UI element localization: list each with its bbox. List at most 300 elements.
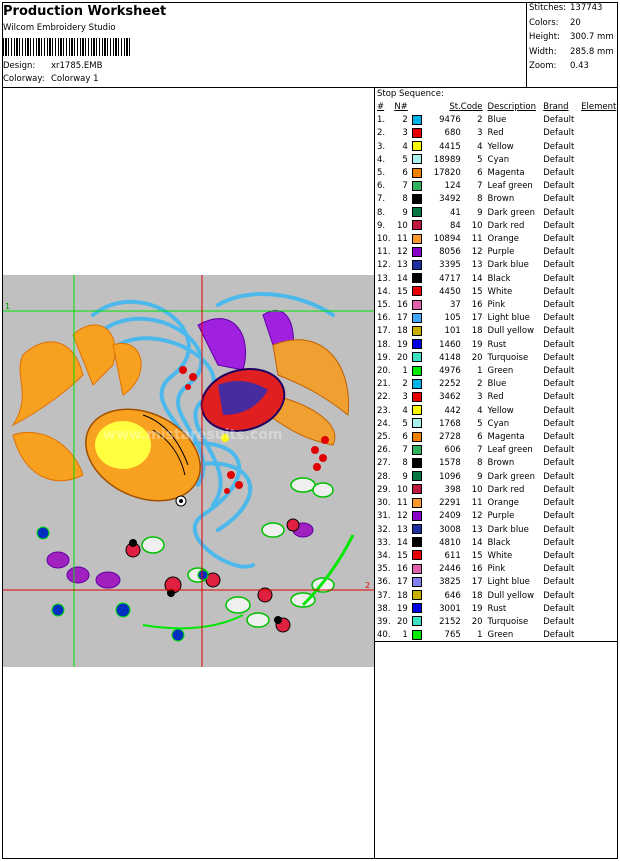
row-brand: Default xyxy=(543,313,575,324)
row-swatch xyxy=(408,418,427,431)
row-code: 6 xyxy=(477,168,483,179)
row-description: Leaf green xyxy=(487,181,533,192)
color-swatch xyxy=(412,537,422,547)
row-swatch xyxy=(408,365,427,378)
row-index: 12. xyxy=(377,260,391,271)
row-stitches: 606 xyxy=(444,445,461,456)
row-description: Pink xyxy=(487,300,506,311)
row-needle: 5 xyxy=(402,154,408,165)
row-swatch xyxy=(408,167,427,180)
row-swatch xyxy=(408,576,427,589)
table-row xyxy=(376,418,620,431)
table-row xyxy=(376,259,620,272)
row-brand: Default xyxy=(543,207,575,218)
row-brand: Default xyxy=(543,405,575,416)
row-code: 18 xyxy=(471,590,483,601)
row-stitches: 10894 xyxy=(433,234,461,245)
table-row xyxy=(376,286,620,299)
row-code: 15 xyxy=(471,286,483,297)
row-stitches: 2728 xyxy=(439,432,461,443)
row-brand: Default xyxy=(543,154,575,165)
color-swatch xyxy=(412,590,422,600)
row-index: 22. xyxy=(377,392,391,403)
stat-zoom: Zoom: 0.43 xyxy=(529,61,589,71)
row-index: 32. xyxy=(377,524,391,535)
row-element xyxy=(581,497,620,510)
color-swatch xyxy=(412,141,422,151)
row-stitches: 3462 xyxy=(439,392,461,403)
row-element xyxy=(581,339,620,352)
row-stitches: 2152 xyxy=(439,616,461,627)
table-row xyxy=(376,193,620,206)
color-swatch xyxy=(412,392,422,402)
row-swatch xyxy=(408,444,427,457)
row-description: White xyxy=(487,550,513,561)
table-row xyxy=(376,484,620,497)
row-element xyxy=(581,550,620,563)
row-code: 12 xyxy=(471,511,483,522)
row-swatch xyxy=(408,510,427,523)
row-brand: Default xyxy=(543,550,575,561)
color-swatch xyxy=(412,445,422,455)
row-needle: 9 xyxy=(402,207,408,218)
row-stitches: 646 xyxy=(444,590,461,601)
row-description: Pink xyxy=(487,564,506,575)
color-swatch xyxy=(412,379,422,389)
table-row xyxy=(376,576,620,589)
row-brand: Default xyxy=(543,484,575,495)
row-code: 7 xyxy=(477,445,483,456)
color-swatch xyxy=(412,300,422,310)
stop-sequence-title: Stop Sequence: xyxy=(377,89,444,99)
row-description: White xyxy=(487,286,513,297)
page-title: Production Worksheet xyxy=(3,4,167,19)
table-row xyxy=(376,563,620,576)
color-swatch xyxy=(412,154,422,164)
row-swatch xyxy=(408,471,427,484)
row-description: Dark green xyxy=(487,471,535,482)
row-index: 31. xyxy=(377,511,391,522)
row-needle: 18 xyxy=(396,590,408,601)
row-brand: Default xyxy=(543,379,575,390)
table-row xyxy=(376,537,620,550)
col-swatch xyxy=(408,101,427,114)
row-needle: 20 xyxy=(396,616,408,627)
row-index: 18. xyxy=(377,339,391,350)
color-swatch xyxy=(412,313,422,323)
row-element xyxy=(581,391,620,404)
row-description: Orange xyxy=(487,234,519,245)
row-needle: 16 xyxy=(396,300,408,311)
row-needle: 19 xyxy=(396,603,408,614)
row-code: 4 xyxy=(477,405,483,416)
row-needle: 12 xyxy=(396,511,408,522)
row-code: 17 xyxy=(471,313,483,324)
color-swatch xyxy=(412,498,422,508)
row-code: 5 xyxy=(477,154,483,165)
row-stitches: 2291 xyxy=(439,498,461,509)
row-index: 14. xyxy=(377,286,391,297)
row-swatch xyxy=(408,405,427,418)
color-swatch xyxy=(412,181,422,191)
row-description: Light blue xyxy=(487,577,530,588)
row-element xyxy=(581,233,620,246)
row-description: Purple xyxy=(487,247,515,258)
row-index: 39. xyxy=(377,616,391,627)
row-stitches: 124 xyxy=(444,181,461,192)
row-element xyxy=(581,299,620,312)
row-needle: 13 xyxy=(396,260,408,271)
row-brand: Default xyxy=(543,511,575,522)
stop-sequence-table xyxy=(376,101,620,642)
row-stitches: 4148 xyxy=(439,352,461,363)
row-description: Green xyxy=(487,630,514,641)
row-index: 3. xyxy=(377,141,386,152)
color-swatch xyxy=(412,630,422,640)
row-element xyxy=(581,193,620,206)
row-brand: Default xyxy=(543,194,575,205)
row-needle: 7 xyxy=(402,445,408,456)
row-swatch xyxy=(408,431,427,444)
row-index: 24. xyxy=(377,418,391,429)
table-row xyxy=(376,167,620,180)
row-needle: 10 xyxy=(396,484,408,495)
color-swatch xyxy=(412,260,422,270)
watermark-text: www.mistaresuits.com xyxy=(103,427,283,443)
row-swatch xyxy=(408,312,427,325)
row-stitches: 765 xyxy=(444,630,461,641)
row-stitches: 105 xyxy=(444,313,461,324)
table-row xyxy=(376,629,620,642)
row-index: 7. xyxy=(377,194,386,205)
row-brand: Default xyxy=(543,564,575,575)
row-index: 27. xyxy=(377,458,391,469)
design-row xyxy=(3,61,103,71)
row-element xyxy=(581,114,620,127)
row-swatch xyxy=(408,259,427,272)
row-needle: 19 xyxy=(396,339,408,350)
row-index: 16. xyxy=(377,313,391,324)
colorway-value: Colorway 1 xyxy=(51,74,99,84)
color-swatch xyxy=(412,484,422,494)
row-code: 1 xyxy=(477,630,483,641)
embroidery-artwork xyxy=(3,275,374,667)
color-swatch xyxy=(412,603,422,613)
row-stitches: 3825 xyxy=(439,577,461,588)
row-needle: 8 xyxy=(402,458,408,469)
row-brand: Default xyxy=(543,418,575,429)
row-brand: Default xyxy=(543,220,575,231)
row-index: 4. xyxy=(377,154,386,165)
row-stitches: 2409 xyxy=(439,511,461,522)
table-row xyxy=(376,524,620,537)
row-description: Black xyxy=(487,273,511,284)
stat-stitches: Stitches: 137743 xyxy=(529,3,603,13)
row-index: 10. xyxy=(377,234,391,245)
row-swatch xyxy=(408,233,427,246)
row-needle: 7 xyxy=(402,181,408,192)
row-code: 2 xyxy=(477,379,483,390)
row-brand: Default xyxy=(543,168,575,179)
row-stitches: 3001 xyxy=(439,603,461,614)
row-code: 10 xyxy=(471,484,483,495)
row-element xyxy=(581,273,620,286)
row-index: 5. xyxy=(377,168,386,179)
table-row xyxy=(376,444,620,457)
row-swatch xyxy=(408,299,427,312)
row-stitches: 1096 xyxy=(439,471,461,482)
row-code: 2 xyxy=(477,115,483,126)
row-brand: Default xyxy=(543,590,575,601)
row-needle: 6 xyxy=(402,168,408,179)
row-description: Brown xyxy=(487,194,515,205)
row-index: 38. xyxy=(377,603,391,614)
color-swatch xyxy=(412,273,422,283)
row-description: Cyan xyxy=(487,418,510,429)
row-swatch xyxy=(408,286,427,299)
table-row xyxy=(376,312,620,325)
row-description: Black xyxy=(487,537,511,548)
row-brand: Default xyxy=(543,498,575,509)
row-stitches: 4450 xyxy=(439,286,461,297)
row-element xyxy=(581,207,620,220)
row-index: 36. xyxy=(377,577,391,588)
row-stitches: 2446 xyxy=(439,564,461,575)
row-stitches: 8056 xyxy=(439,247,461,258)
row-swatch xyxy=(408,193,427,206)
row-element xyxy=(581,629,620,642)
row-description: Yellow xyxy=(487,405,514,416)
row-index: 15. xyxy=(377,300,391,311)
row-index: 17. xyxy=(377,326,391,337)
row-needle: 11 xyxy=(396,498,408,509)
row-swatch xyxy=(408,114,427,127)
row-code: 13 xyxy=(471,524,483,535)
row-description: Turquoise xyxy=(487,616,529,627)
row-index: 34. xyxy=(377,550,391,561)
row-brand: Default xyxy=(543,286,575,297)
row-code: 6 xyxy=(477,432,483,443)
row-element xyxy=(581,510,620,523)
row-needle: 4 xyxy=(402,405,408,416)
row-stitches: 3008 xyxy=(439,524,461,535)
row-needle: 14 xyxy=(396,537,408,548)
row-index: 23. xyxy=(377,405,391,416)
color-swatch xyxy=(412,616,422,626)
col-needle: N# xyxy=(394,102,408,112)
row-description: Light blue xyxy=(487,313,530,324)
table-row xyxy=(376,339,620,352)
row-stitches: 84 xyxy=(449,220,461,231)
table-row xyxy=(376,273,620,286)
row-swatch xyxy=(408,127,427,140)
table-row xyxy=(376,471,620,484)
col-brand: Brand xyxy=(543,102,569,112)
table-row xyxy=(376,233,620,246)
row-needle: 3 xyxy=(402,392,408,403)
table-row xyxy=(376,510,620,523)
row-swatch xyxy=(408,141,427,154)
table-row xyxy=(376,207,620,220)
table-row xyxy=(376,180,620,193)
row-index: 35. xyxy=(377,564,391,575)
color-swatch xyxy=(412,458,422,468)
row-brand: Default xyxy=(543,115,575,126)
row-index: 30. xyxy=(377,498,391,509)
table-row xyxy=(376,457,620,470)
row-description: Leaf green xyxy=(487,445,533,456)
row-needle: 12 xyxy=(396,247,408,258)
row-brand: Default xyxy=(543,537,575,548)
row-stitches: 611 xyxy=(444,550,461,561)
col-index: # xyxy=(377,102,385,112)
row-index: 8. xyxy=(377,207,386,218)
design-value: xr1785.EMB xyxy=(51,61,103,71)
row-element xyxy=(581,457,620,470)
row-code: 14 xyxy=(471,537,483,548)
row-needle: 11 xyxy=(396,234,408,245)
row-code: 1 xyxy=(477,366,483,377)
col-element: Element xyxy=(581,102,617,112)
row-needle: 6 xyxy=(402,432,408,443)
row-element xyxy=(581,220,620,233)
row-stitches: 4976 xyxy=(439,366,461,377)
row-swatch xyxy=(408,616,427,629)
col-description: Description xyxy=(487,102,536,112)
row-swatch xyxy=(408,352,427,365)
color-swatch xyxy=(412,352,422,362)
row-index: 20. xyxy=(377,366,391,377)
row-needle: 5 xyxy=(402,418,408,429)
row-needle: 10 xyxy=(396,220,408,231)
row-code: 11 xyxy=(471,498,483,509)
row-needle: 15 xyxy=(396,550,408,561)
row-needle: 2 xyxy=(402,379,408,390)
row-description: Dark green xyxy=(487,207,535,218)
row-stitches: 18989 xyxy=(433,154,461,165)
row-brand: Default xyxy=(543,300,575,311)
row-brand: Default xyxy=(543,128,575,139)
table-row xyxy=(376,220,620,233)
row-element xyxy=(581,576,620,589)
row-index: 2. xyxy=(377,128,386,139)
row-swatch xyxy=(408,457,427,470)
header-divider-vertical xyxy=(526,2,527,87)
row-stitches: 680 xyxy=(444,128,461,139)
row-element xyxy=(581,286,620,299)
table-row xyxy=(376,154,620,167)
row-element xyxy=(581,444,620,457)
table-row xyxy=(376,405,620,418)
row-swatch xyxy=(408,563,427,576)
row-description: Dark red xyxy=(487,484,525,495)
row-swatch xyxy=(408,246,427,259)
row-brand: Default xyxy=(543,392,575,403)
row-stitches: 3492 xyxy=(439,194,461,205)
color-swatch xyxy=(412,220,422,230)
row-index: 28. xyxy=(377,471,391,482)
row-element xyxy=(581,471,620,484)
row-code: 3 xyxy=(477,392,483,403)
table-row xyxy=(376,127,620,140)
table-row xyxy=(376,590,620,603)
row-description: Dull yellow xyxy=(487,326,535,337)
barcode xyxy=(3,38,131,56)
color-swatch xyxy=(412,115,422,125)
row-swatch xyxy=(408,207,427,220)
row-element xyxy=(581,180,620,193)
row-description: Dull yellow xyxy=(487,590,535,601)
row-code: 14 xyxy=(471,273,483,284)
color-swatch xyxy=(412,234,422,244)
row-needle: 1 xyxy=(402,630,408,641)
color-swatch xyxy=(412,207,422,217)
row-description: Blue xyxy=(487,379,507,390)
row-code: 5 xyxy=(477,418,483,429)
stat-colors: Colors: 20 xyxy=(529,17,581,28)
row-needle: 15 xyxy=(396,286,408,297)
color-swatch xyxy=(412,524,422,534)
color-swatch xyxy=(412,405,422,415)
company-name: Wilcom Embroidery Studio xyxy=(3,23,116,33)
table-row xyxy=(376,550,620,563)
row-code: 11 xyxy=(471,234,483,245)
table-row xyxy=(376,325,620,338)
row-code: 13 xyxy=(471,260,483,271)
row-element xyxy=(581,616,620,629)
row-index: 40. xyxy=(377,630,391,641)
table-row xyxy=(376,378,620,391)
row-code: 19 xyxy=(471,339,483,350)
row-index: 19. xyxy=(377,352,391,363)
row-stitches: 41 xyxy=(449,207,461,218)
stat-width: Width: 285.8 mm xyxy=(529,46,614,57)
table-row xyxy=(376,299,620,312)
row-swatch xyxy=(408,484,427,497)
row-brand: Default xyxy=(543,577,575,588)
row-swatch xyxy=(408,603,427,616)
row-brand: Default xyxy=(543,366,575,377)
table-row xyxy=(376,391,620,404)
marker-1: 1 xyxy=(5,302,11,311)
row-description: Dark blue xyxy=(487,524,529,535)
row-description: Cyan xyxy=(487,154,510,165)
header-divider-horizontal xyxy=(2,87,618,88)
row-description: Dark blue xyxy=(487,260,529,271)
row-swatch xyxy=(408,180,427,193)
row-needle: 17 xyxy=(396,313,408,324)
row-brand: Default xyxy=(543,445,575,456)
table-row xyxy=(376,431,620,444)
row-index: 33. xyxy=(377,537,391,548)
row-swatch xyxy=(408,378,427,391)
row-stitches: 1460 xyxy=(439,339,461,350)
row-swatch xyxy=(408,325,427,338)
row-stitches: 4415 xyxy=(439,141,461,152)
stop-sequence-header xyxy=(376,101,620,114)
row-stitches: 17820 xyxy=(433,168,461,179)
row-code: 16 xyxy=(471,564,483,575)
row-description: Magenta xyxy=(487,168,525,179)
row-element xyxy=(581,325,620,338)
color-swatch xyxy=(412,550,422,560)
row-element xyxy=(581,590,620,603)
row-brand: Default xyxy=(543,458,575,469)
row-brand: Default xyxy=(543,247,575,258)
row-element xyxy=(581,127,620,140)
table-row xyxy=(376,352,620,365)
row-description: Red xyxy=(487,392,504,403)
